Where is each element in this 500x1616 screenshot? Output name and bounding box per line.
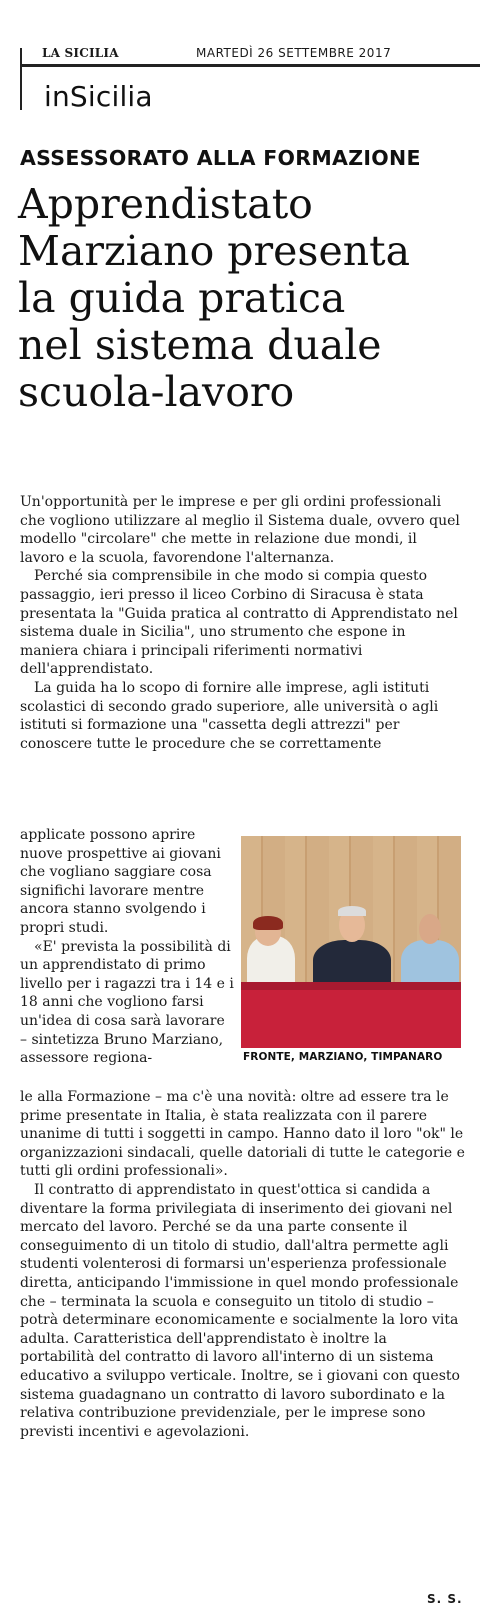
section-title: inSicilia [44, 80, 153, 113]
article-body-top [20, 493, 465, 753]
headline-line: la guida pratica [18, 274, 346, 322]
paragraph: «E' prevista la possibilità di un apprendistato di primo livello per i ragazzi tra i 14 e i 18 anni che vogliono farsi un'idea di cosa sarà lavorare – sintetizza Bruno Marziano, assessore regiona- [20, 938, 234, 1067]
photo-table-top [241, 982, 461, 990]
article-body-beside-photo [20, 826, 235, 1068]
masthead-vertical-rule [20, 48, 22, 110]
headline-line: Marziano presenta [18, 227, 411, 275]
article-body-bottom [20, 1088, 465, 1441]
photo-caption: FRONTE, MARZIANO, TIMPANARO [243, 1051, 443, 1063]
masthead-horizontal-rule [20, 64, 480, 67]
article-kicker: ASSESSORATO ALLA FORMAZIONE [20, 146, 421, 170]
newspaper-name: LA SICILIA [42, 46, 119, 60]
article-headline [18, 181, 488, 416]
photo-table [241, 982, 461, 1048]
paragraph: La guida ha lo scopo di fornire alle imprese, agli istituti scolastici di secondo grado superiore, alle università o agli istituti si formazione una "cassetta degli attrezzi" per conoscere tutte le procedure che se correttamente [20, 679, 439, 752]
issue-date: MARTEDÌ 26 SETTEMBRE 2017 [196, 46, 392, 60]
masthead [0, 0, 500, 72]
author-signature: S. S. [427, 1592, 463, 1606]
person-left-hair [253, 916, 283, 930]
event-photo [241, 836, 461, 1048]
paragraph: le alla Formazione – ma c'è una novità: oltre ad essere tra le prime presentate in Italia, è stata realizzata con il parere unanime di tutti i soggetti in campo. Hanno dato il loro "ok" le organizzazioni sindacali, quelle datoriali di tutte le categorie e tutti gli ordini professionali». [20, 1089, 465, 1180]
headline-line: Apprendistato [18, 180, 313, 228]
headline-line: scuola-lavoro [18, 368, 295, 416]
paragraph: Un'opportunità per le imprese e per gli ordini professionali che vogliono utilizzare al meglio il Sistema duale, ovvero quel modello "circolare" che mette in relazione due mondi, il lavoro e la scuola, favorendone l'alternanza. [20, 494, 460, 566]
paragraph: Perché sia comprensibile in che modo si compia questo passaggio, ieri presso il liceo Corbino di Siracusa è stata presentata la "Guida pratica al contratto di Apprendistato nel sistema duale in Sicilia", uno strumento che espone in maniera chiara i principali riferimenti normativi dell'apprendistato. [20, 568, 458, 678]
paragraph: Il contratto di apprendistato in quest'ottica si candida a diventare la forma privilegiata di inserimento dei giovani nel mercato del lavoro. Perché se da una parte consente il conseguimento di un titolo di studio, dall'altra permette agli studenti volenterosi di formarsi un'esperienza professionale diretta, anticipando l'immissione in quel mondo professionale che – terminata la scuola e conseguito un titolo di studio – potrà determinare economicamente e socialmente la loro vita adulta. Caratteristica dell'apprendistato è inoltre la portabilità del contratto di lavoro all'interno di un sistema educativo a sviluppo verticale. Inoltre, se i giovani con questo sistema guadagnano un contratto di lavoro subordinato e la relativa contribuzione previdenziale, per le imprese sono previsti incentivi e agevolazioni. [20, 1181, 460, 1440]
person-right-head [419, 914, 441, 944]
headline-line: nel sistema duale [18, 321, 382, 369]
paragraph: applicate possono aprire nuove prospettive ai giovani che vogliano saggiare cosa significhi lavorare mentre ancora stanno svolgendo i propri studi. [20, 827, 221, 936]
person-center-hair [338, 906, 366, 916]
